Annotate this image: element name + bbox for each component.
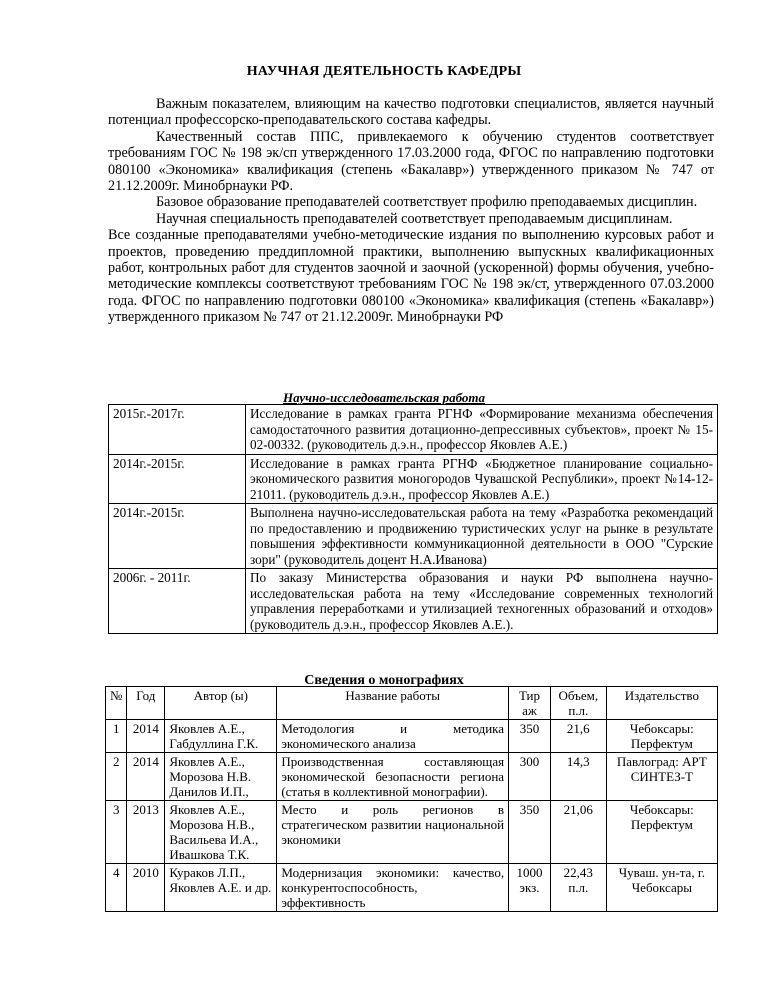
column-header: №	[106, 687, 127, 720]
table-row	[106, 801, 718, 864]
table-row	[109, 405, 718, 455]
year-cell: 2013	[127, 801, 165, 864]
column-header: Издательство	[606, 687, 717, 720]
year-cell: 2010	[127, 864, 165, 912]
research-description: По заказу Министерства образования и науки РФ выполнена научно-исследовательская работа на тему «Исследование современных технологий управления переработками и утилизацией техногенных образований и отходов» (руководитель д.э.н., профессор Яковлев А.Е.).	[246, 569, 718, 634]
volume-cell: 21,6	[550, 720, 606, 753]
intro-paragraph: Все созданные преподавателями учебно-методические издания по выполнению курсовых работ и проектов, проведению преддипломной практики, выполнению выпускных квалификационных работ, контрольных работ для студентов заочной и заочной (ускоренной) формы обучения, учебно-методические комплексы соответствуют требованиям ГОС № 198 эк/ст, утвержденного 07.03.2000 года. ФГОС по направлению подготовки 080100 «Экономика» квалификация (степень «Бакалавр») утвержденного приказом № 747 от 21.12.2009г. Минобрнауки РФ	[108, 227, 714, 326]
volume-cell: 14,3	[550, 753, 606, 801]
intro-paragraph: Важным показателем, влияющим на качество подготовки специалистов, является научный потенциал профессорско-преподавательского состава кафедры.	[108, 96, 714, 129]
print-run-cell: 1000 экз.	[509, 864, 551, 912]
table-row	[106, 720, 718, 753]
intro-paragraph: Качественный состав ППС, привлекаемого к обучению студентов соответствует требованиям ГОС № 198 эк/сп утвержденного 17.03.2000 года, ФГОС по направлению подготовки 080100 «Экономика» квалификация (степень «Бакалавр») утвержденного приказом № 747 от 21.12.2009г. Минобрнауки РФ.	[108, 128, 714, 195]
year-cell: 2014	[127, 720, 165, 753]
publisher-cell: Чебоксары: Перфектум	[606, 801, 717, 864]
title-cell: Производственная составляющая экономической безопасности региона (статья в коллективной монографии).	[277, 753, 509, 801]
column-header: Год	[127, 687, 165, 720]
title-cell: Место и роль регионов в стратегическом развитии национальной экономики	[277, 801, 509, 864]
table-row	[106, 753, 718, 801]
monographs-table	[105, 686, 718, 912]
authors-cell: Кураков Л.П., Яковлев А.Е. и др.	[165, 864, 277, 912]
table-row	[106, 864, 718, 912]
year-cell: 2014	[127, 753, 165, 801]
row-number: 1	[106, 720, 127, 753]
research-period: 2006г. - 2011г.	[109, 569, 246, 634]
row-number: 3	[106, 801, 127, 864]
intro-paragraph: Базовое образование преподавателей соответствует профилю преподаваемых дисциплин.	[156, 194, 698, 211]
research-description: Выполнена научно-исследовательская работа на тему «Разработка рекомендаций по предоставлению и продвижению туристических услуг на рынке в результате повышения эффективности коммуникационной деятельности в ООО "Сурские зори" (руководитель доцент Н.А.Иванова)	[246, 504, 718, 569]
intro-text	[108, 96, 714, 326]
monographs-title: Сведения о монографиях	[304, 673, 464, 688]
column-header: Тир аж	[509, 687, 551, 720]
authors-cell: Яковлев А.Е., Габдуллина Г.К.	[165, 720, 277, 753]
research-description: Исследование в рамках гранта РГНФ «Формирование механизма обеспечения самодостаточного развития дотационно-депрессивных субъектов», проект № 15-02-00332. (руководитель д.э.н., профессор Яковлев А.Е.)	[246, 405, 718, 455]
intro-paragraph: Научная специальность преподавателей соответствует преподаваемым дисциплинам.	[156, 210, 673, 227]
table-row	[109, 569, 718, 634]
print-run-cell: 350	[509, 801, 551, 864]
column-header: Название работы	[277, 687, 509, 720]
table-row	[109, 504, 718, 569]
column-header: Автор (ы)	[165, 687, 277, 720]
research-period: 2015г.-2017г.	[109, 405, 246, 455]
table-header-row	[106, 687, 718, 720]
row-number: 4	[106, 864, 127, 912]
publisher-cell: Павлоград: АРТ СИНТЕЗ-Т	[606, 753, 717, 801]
research-title: Научно-исследовательская работа	[282, 390, 486, 405]
volume-cell: 22,43 п.л.	[550, 864, 606, 912]
research-period: 2014г.-2015г.	[109, 504, 246, 569]
publisher-cell: Чебоксары: Перфектум	[606, 720, 717, 753]
print-run-cell: 350	[509, 720, 551, 753]
print-run-cell: 300	[509, 753, 551, 801]
research-period: 2014г.-2015г.	[109, 454, 246, 504]
table-row	[109, 454, 718, 504]
research-table	[108, 404, 718, 634]
authors-cell: Яковлев А.Е., Морозова Н.В. Данилов И.П.,	[165, 753, 277, 801]
volume-cell: 21,06	[550, 801, 606, 864]
title-cell: Модернизация экономики: качество, конкурентоспособность, эффективность	[277, 864, 509, 912]
publisher-cell: Чуваш. ун-та, г. Чебоксары	[606, 864, 717, 912]
row-number: 2	[106, 753, 127, 801]
authors-cell: Яковлев А.Е., Морозова Н.В., Васильева И.А., Ивашкова Т.К.	[165, 801, 277, 864]
title-cell: Методология и методика экономического анализа	[277, 720, 509, 753]
research-description: Исследование в рамках гранта РГНФ «Бюджетное планирование социально-экономического развития моногородов Чувашской Республики», проект №14-12-21011. (руководитель д.э.н., профессор Яковлев А.Е.)	[246, 454, 718, 504]
column-header: Объем, п.л.	[550, 687, 606, 720]
page-title: НАУЧНАЯ ДЕЯТЕЛЬНОСТЬ КАФЕДРЫ	[246, 64, 522, 79]
